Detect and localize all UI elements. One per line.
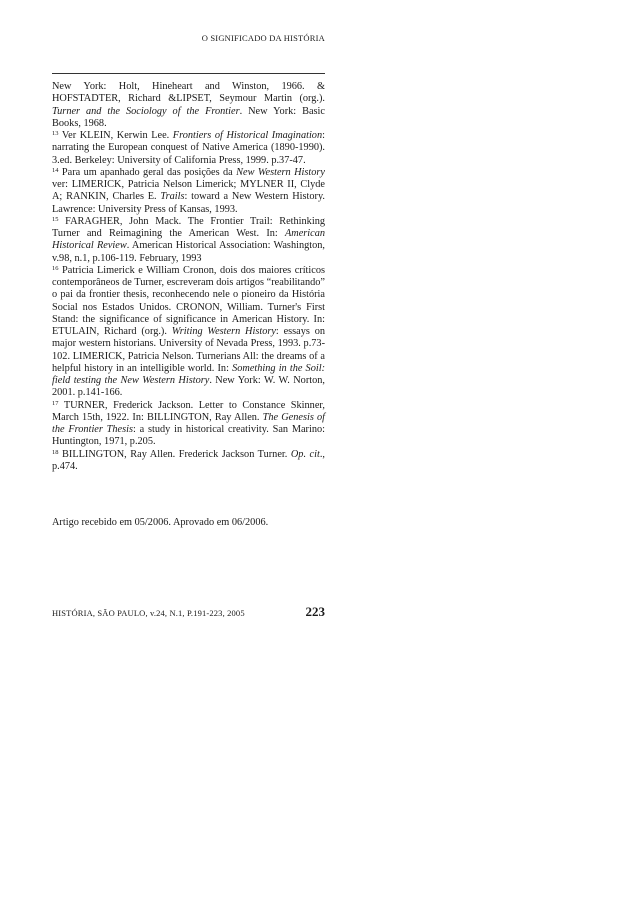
journal-citation: HISTÓRIA, SÃO PAULO, v.24, N.1, P.191-223, 2005 bbox=[52, 608, 245, 618]
footnote-number: 18 bbox=[52, 448, 59, 456]
page-footer bbox=[52, 604, 325, 620]
footnote-number: 16 bbox=[52, 264, 59, 272]
footnote-rule bbox=[52, 73, 325, 74]
page-number: 223 bbox=[305, 604, 325, 619]
article-received-note: Artigo recebido em 05/2006. Aprovado em 06/2006. bbox=[52, 517, 269, 528]
footnote-17: $^{17}$ TURNER, Frederick Jackson. Letter to Constance Skinner, March 15th, 1922. In: BILLINGTON, Ray Allen. The Genesis of the Frontier Thesis: a study in historical creativity. San Marino: Huntington, 1971, p.205. bbox=[52, 399, 326, 448]
footnote-number: 13 bbox=[52, 130, 59, 137]
footnote-13: $^{13}$ Ver KLEIN, Kerwin Lee. Frontiers of Historical Imagination: narrating the European conquest of Native America (1890-1990). 3.ed. Berkeley: University of California Press, 1999. p.37-47. bbox=[52, 130, 325, 166]
footnote-15: $^{15}$ FARAGHER, John Mack. The Frontier Trail: Rethinking Turner and Reimagining the American West. In: American Historical Review. American Historical Association: Washington, v.98, n.1, p.106-119. February, 1993 bbox=[52, 215, 325, 264]
footnote-number: 15 bbox=[52, 215, 59, 223]
footnote-16: $^{16}$ Patricia Limerick e William Cronon, dois dos maiores críticos contemporâneos de Turner, escreveram dois artigos “reabilitando” o pai da frontier thesis, reconhecendo nele o pioneiro da História Social nos Estados Unidos. CRONON, William. Turner's First Stand: the significance of significance in American History. In: ETULAIN, Richard (org.). Writing Western History: essays on major western historians. University of Nevada Press, 1993. p.73-102. LIMERICK, Patricia Nelson. Turnerians All: the dreams of a helpful history in an intelligible world. In: Something in the Soil: field testing the New Western History. New York: W. W. Norton, 2001. p.141-166. bbox=[52, 264, 326, 399]
footnote-number: 17 bbox=[52, 399, 59, 407]
footnote-18: $^{18}$ BILLINGTON, Ray Allen. Frederick Jackson Turner. Op. cit., p.474. bbox=[52, 448, 325, 472]
running-head: O SIGNIFICADO DA HISTÓRIA bbox=[201, 33, 325, 43]
footnote-number: 14 bbox=[52, 166, 59, 174]
footnotes bbox=[52, 81, 325, 473]
footnote-14: $^{14}$ Para um apanhado geral das posições da New Western History ver: LIMERICK, Patricia Nelson Limerick; MYLNER II, Clyde A; RANKIN, Charles E. Trails: toward a New Western History. Lawrence: University Press of Kansas, 1993. bbox=[52, 166, 325, 215]
footnote-12-continuation: New York: Holt, Hineheart and Winston, 1966. & HOFSTADTER, Richard &LIPSET, Seymour Martin (org.). Turner and the Sociology of the Frontier. New York: Basic Books, 1968. bbox=[52, 81, 325, 129]
